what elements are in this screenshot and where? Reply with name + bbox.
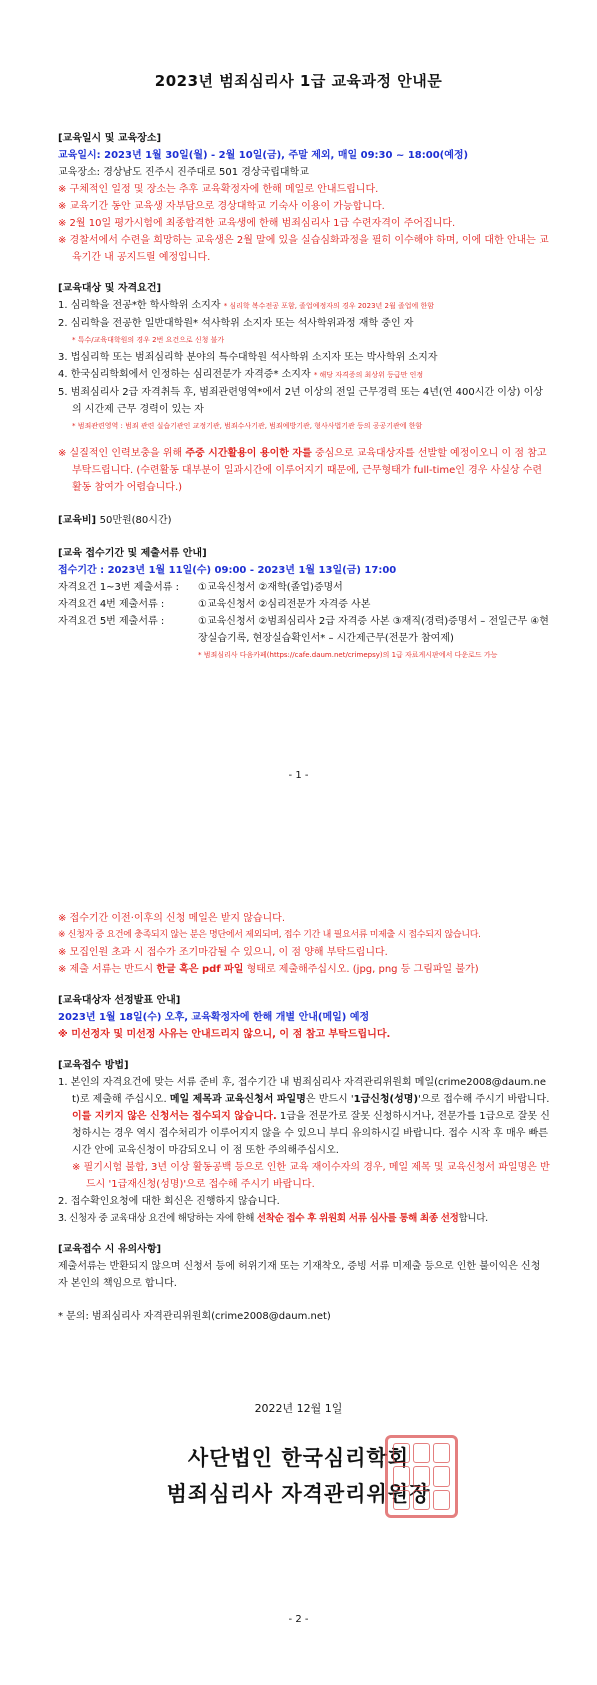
eligibility-notice-bold: 주중 시간활용이 용이한 자를	[185, 448, 312, 459]
method-item-1-note: ※ 필기시험 불합, 3년 이상 활동공백 등으로 인한 교육 재이수자의 경우, 메일 제목 및 교육신청서 파일명은 반드시 '1급재신청(성명)'으로 접수해 주시기 바랍니다.	[72, 1162, 550, 1190]
eligibility-notice-pre: ※ 실질적인 인력보충을 위해	[58, 448, 186, 459]
method-item-3	[58, 1210, 550, 1227]
docs-4-value: ①교육신청서 ②심리전문가 자격증 사본	[198, 599, 371, 610]
application-period: 접수기간 : 2023년 1월 11일(수) 09:00 - 2023년 1월 13일(금) 17:00	[58, 565, 397, 576]
announcement-line-1: 2023년 1월 18일(수) 오후, 교육확정자에 한해 개별 안내(메일) 예정	[58, 1012, 370, 1023]
docs-1-label: 자격요건 1~3번 제출서류 :	[58, 582, 179, 593]
schedule-note-3: ※ 2월 10일 평가시험에 최종합격한 교육생에 한해 범죄심리사 1급 수련자격이 주어집니다.	[58, 218, 456, 229]
fee-row	[58, 512, 550, 529]
official-seal-stamp	[385, 1435, 458, 1518]
docs-note: * 범죄심리사 다음카페(https://cafe.daum.net/crimepsy)의 1급 자료게시판에서 다운로드 가능	[198, 651, 498, 659]
eligibility-notice	[58, 445, 550, 496]
method-item-1	[58, 1074, 550, 1159]
schedule-date: 교육일시: 2023년 1월 30일(월) - 2월 10일(금), 주말 제외, 매일 09:30 ~ 18:00(예정)	[58, 150, 469, 161]
warning-3: ※ 모집인원 초과 시 접수가 조기마감될 수 있으니, 이 점 양해 부탁드립니다.	[58, 947, 388, 958]
document-title: 2023년 범죄심리사 1급 교육과정 안내문	[154, 72, 443, 90]
docs-4-label: 자격요건 4번 제출서류 :	[58, 599, 165, 610]
announcement-line-2: ※ 미선정자 및 미선정 사유는 안내드리지 않으니, 이 점 참고 부탁드립니다.	[58, 1029, 391, 1040]
caution-heading: [교육접수 시 유의사항]	[58, 1244, 162, 1255]
eligibility-notice-post: 중심으로 교육대상자를 선발할 예정이오니 이 점 참고 부탁드립니다. (수련활동 대부분이 일과시간에 이루어지기 때문에, 근무형태가 full-time인 경우 사실상 수련활동 참여가 어렵습니다.)	[72, 448, 547, 493]
caution-text: 제출서류는 반환되지 않으며 신청서 등에 허위기재 또는 기재착오, 증빙 서류 미제출 등으로 인한 불이익은 신청자 본인의 책임으로 합니다.	[58, 1261, 541, 1289]
eligibility-item-1-text: 1. 심리학을 전공*한 학사학위 소지자	[58, 300, 221, 311]
schedule-heading: [교육일시 및 교육장소]	[58, 133, 162, 144]
application-heading: [교육 접수기간 및 제출서류 안내]	[58, 548, 207, 559]
page-2	[0, 830, 597, 1685]
schedule-note-2: ※ 교육기간 동안 교육생 자부담으로 경상대학교 기숙사 이용이 가능합니다.	[58, 201, 385, 212]
fee-heading: [교육비]	[58, 515, 97, 526]
schedule-place: 교육장소: 경상남도 진주시 진주대로 501 경상국립대학교	[58, 167, 309, 178]
method-item-2: 2. 접수확인요청에 대한 회신은 진행하지 않습니다.	[58, 1196, 280, 1207]
page-2-number: - 2 -	[288, 1614, 309, 1625]
method-item-1-g: 1급을 전문가로 잘못 신청하시거나, 전문가를 1급으로 잘못 신청하시는 경우 역시 접수처리가 이루어지지 않을 수 있으니 부디 유의하시길 바랍니다. 접수 시작 후 매우 빠른 시간 안에 교육신청이 마감되오니 이 점 또한 주의해주십시오.	[72, 1111, 550, 1156]
docs-1-value: ①교육신청서 ②재학(졸업)증명서	[198, 582, 343, 593]
method-item-1-f: 이를 지키지 않은 신청서는 접수되지 않습니다.	[72, 1111, 277, 1122]
page-1-body	[58, 130, 550, 664]
warning-4-post: 형태로 제출해주십시오. (jpg, png 등 그림파일 불가)	[243, 964, 479, 975]
docs-row-5	[58, 613, 550, 647]
docs-5-label: 자격요건 5번 제출서류 :	[58, 616, 165, 627]
org-committee-chair: 범죄심리사 자격관리위원장	[166, 1481, 431, 1506]
schedule-note-1: ※ 구체적인 일정 및 장소는 추후 교육확정자에 한해 메일로 안내드립니다.	[58, 184, 379, 195]
eligibility-item-1-note: * 심리학 복수전공 포함, 졸업예정자의 경우 2023년 2월 졸업에 한함	[223, 302, 434, 310]
method-item-1-c: 은 반드시 '	[305, 1094, 354, 1105]
eligibility-item-3: 3. 법심리학 또는 범죄심리학 분야의 특수대학원 석사학위 소지자 또는 박사학위 소지자	[58, 352, 438, 363]
eligibility-item-4	[58, 366, 550, 384]
eligibility-heading: [교육대상 및 자격요건]	[58, 283, 162, 294]
method-item-1-e: '으로 접수해 주시기 바랍니다.	[418, 1094, 550, 1105]
method-item-3-a: 3. 신청자 중 교육대상 요건에 해당하는 자에 한해	[58, 1213, 257, 1224]
fee-value: 50만원(80시간)	[99, 515, 172, 526]
docs-5-value: ①교육신청서 ②범죄심리사 2급 자격증 사본 ③재직(경력)증명서 – 전일근무 ④현장실습기록, 현장실습확인서* – 시간제근무(전문가 참여제)	[198, 616, 549, 644]
announcement-heading: [교육대상자 선정발표 안내]	[58, 995, 181, 1006]
eligibility-item-2: 2. 심리학을 전공한 일반대학원* 석사학위 소지자 또는 석사학위과정 재학 중인 자	[58, 318, 414, 329]
warning-4	[58, 961, 550, 978]
schedule-note-4: ※ 경찰서에서 수련을 희망하는 교육생은 2월 말에 있을 실습심화과정을 필히 이수해야 하며, 이에 대한 안내는 교육기간 내 공지드릴 예정입니다.	[58, 235, 549, 263]
warning-2: ※ 신청자 중 요건에 충족되지 않는 분은 명단에서 제외되며, 접수 기간 내 필요서류 미제출 시 접수되지 않습니다.	[58, 930, 481, 940]
warning-4-pre: ※ 제출 서류는 반드시	[58, 964, 157, 975]
warning-1: ※ 접수기간 이전·이후의 신청 메일은 받지 않습니다.	[58, 913, 286, 924]
org-name: 사단법인 한국심리학회	[187, 1445, 410, 1470]
page-1-number: - 1 -	[288, 770, 309, 781]
contact-line: * 문의: 범죄심리사 자격관리위원회(crime2008@daum.net)	[58, 1311, 331, 1322]
eligibility-item-4-note: * 해당 자격증의 최상위 등급만 인정	[313, 371, 424, 379]
page-2-body	[58, 910, 550, 1325]
issue-date: 2022년 12월 1일	[254, 1402, 343, 1415]
eligibility-item-1	[58, 297, 550, 315]
eligibility-item-2-note: * 특수/교육대학원의 경우 2번 요건으로 신청 불가	[72, 336, 225, 344]
warning-4-bold: 한글 혹은 pdf 파일	[156, 964, 244, 975]
page-1	[0, 0, 597, 830]
docs-row-1	[58, 579, 550, 596]
method-item-3-c: 합니다.	[458, 1213, 488, 1224]
method-item-1-a: 1. 본인의 자격요건에 맞는 서류 준비 후, 접수기간 내 범죄심리사 자격관리위원회 메일(crime2008@daum.net)로 제출해 주십시오.	[58, 1077, 546, 1105]
eligibility-item-5: 5. 범죄심리사 2급 자격취득 후, 범죄관련영역*에서 2년 이상의 전일 근무경력 또는 4년(연 400시간 이상) 이상의 시간제 근무 경력이 있는 자	[58, 387, 543, 415]
method-item-3-b: 선착순 접수 후 위원회 서류 심사를 통해 최종 선정	[256, 1213, 459, 1224]
method-item-1-b: 메일 제목과 교육신청서 파일명	[169, 1094, 306, 1105]
docs-row-4	[58, 596, 550, 613]
method-item-1-d: 1급신청(성명)	[353, 1094, 419, 1105]
eligibility-item-5-note: * 범죄관련영역 : 범죄 관련 실습기관인 교정기관, 범죄수사기관, 범죄예방기관, 형사사법기관 등의 공공기관에 한함	[72, 422, 423, 430]
eligibility-item-4-text: 4. 한국심리학회에서 인정하는 심리전문가 자격증* 소지자	[58, 369, 311, 380]
method-heading: [교육접수 방법]	[58, 1060, 129, 1071]
